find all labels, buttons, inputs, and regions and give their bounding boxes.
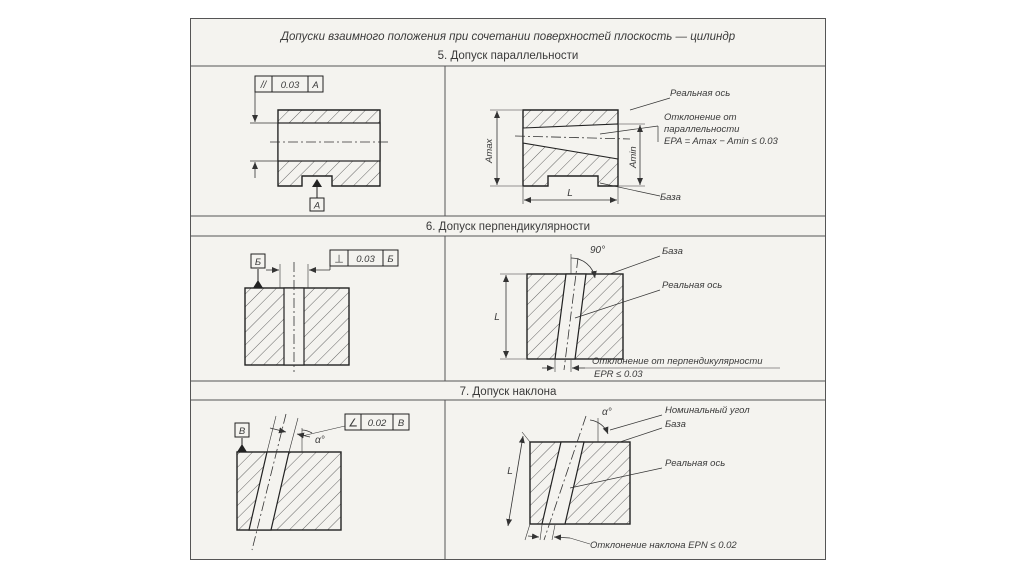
perpendicularity-frame-datum: Б bbox=[387, 254, 394, 265]
length-l-label-7: L bbox=[507, 466, 513, 477]
parallelism-frame-datum: A bbox=[312, 80, 319, 91]
inclination-tolerance-value: 0.02 bbox=[367, 418, 387, 429]
tolerance-diagram bbox=[190, 18, 826, 560]
angle-90-label: 90° bbox=[590, 245, 606, 256]
inclination-frame-datum: В bbox=[397, 418, 405, 429]
parallelism-spec-drawing bbox=[250, 76, 390, 212]
perpendicularity-symbol: ⊥ bbox=[334, 253, 344, 266]
parallel-deviation-line2: параллельности bbox=[664, 124, 740, 135]
nominal-angle-label: Номинальный угол bbox=[665, 405, 750, 416]
perpendicularity-actual-drawing bbox=[494, 245, 780, 380]
alpha-label-left: α° bbox=[315, 435, 325, 446]
real-axis-label-6: Реальная ось bbox=[662, 280, 723, 291]
length-l-label-5: L bbox=[567, 188, 573, 199]
datum-v-label: В bbox=[238, 426, 246, 437]
parallelism-control-frame bbox=[255, 76, 323, 92]
section-7-heading: 7. Допуск наклона bbox=[459, 386, 557, 398]
base-label-5: База bbox=[660, 192, 681, 203]
perpendicularity-deviation-formula: EPR ≤ 0.03 bbox=[594, 369, 643, 380]
perpendicularity-control-frame bbox=[330, 250, 398, 266]
base-label-7: База bbox=[665, 419, 686, 430]
perpendicularity-spec-drawing bbox=[245, 250, 398, 372]
amax-label: Amax bbox=[484, 138, 495, 163]
parallelism-actual-drawing bbox=[484, 88, 779, 204]
diagram-page bbox=[190, 18, 826, 560]
section-6-heading: 6. Допуск перпендикулярности bbox=[425, 221, 591, 233]
parallelism-symbol: // bbox=[260, 80, 267, 91]
inclination-deviation-label: Отклонение наклона EPN ≤ 0.02 bbox=[590, 540, 737, 551]
section-5-heading: 5. Допуск параллельности bbox=[437, 50, 579, 62]
parallel-deviation-line1: Отклонение от bbox=[664, 112, 737, 123]
page-title: Допуски взаимного положения при сочетании поверхностей плоскость — цилиндр bbox=[280, 31, 736, 43]
base-label-6: База bbox=[662, 246, 683, 257]
alpha-label-right: α° bbox=[602, 407, 612, 418]
inclination-control-frame bbox=[345, 414, 409, 430]
amin-label: Amin bbox=[628, 146, 639, 168]
parallel-deviation-formula: EPA = Amax − Amin ≤ 0.03 bbox=[664, 136, 778, 147]
real-axis-label-7: Реальная ось bbox=[665, 458, 726, 469]
inclination-symbol: ∠ bbox=[348, 417, 358, 430]
real-axis-label-5: Реальная ось bbox=[670, 88, 731, 99]
perpendicularity-deviation-label: Отклонение от перпендикулярности bbox=[592, 356, 763, 367]
datum-b-label: Б bbox=[254, 257, 262, 268]
inclination-actual-drawing bbox=[507, 405, 750, 551]
perpendicularity-tolerance-value: 0.03 bbox=[356, 254, 375, 265]
inclination-spec-drawing bbox=[235, 414, 409, 550]
parallelism-tolerance-value: 0.03 bbox=[280, 80, 300, 91]
datum-a-label: A bbox=[313, 200, 321, 212]
length-l-label-6: L bbox=[494, 312, 500, 323]
